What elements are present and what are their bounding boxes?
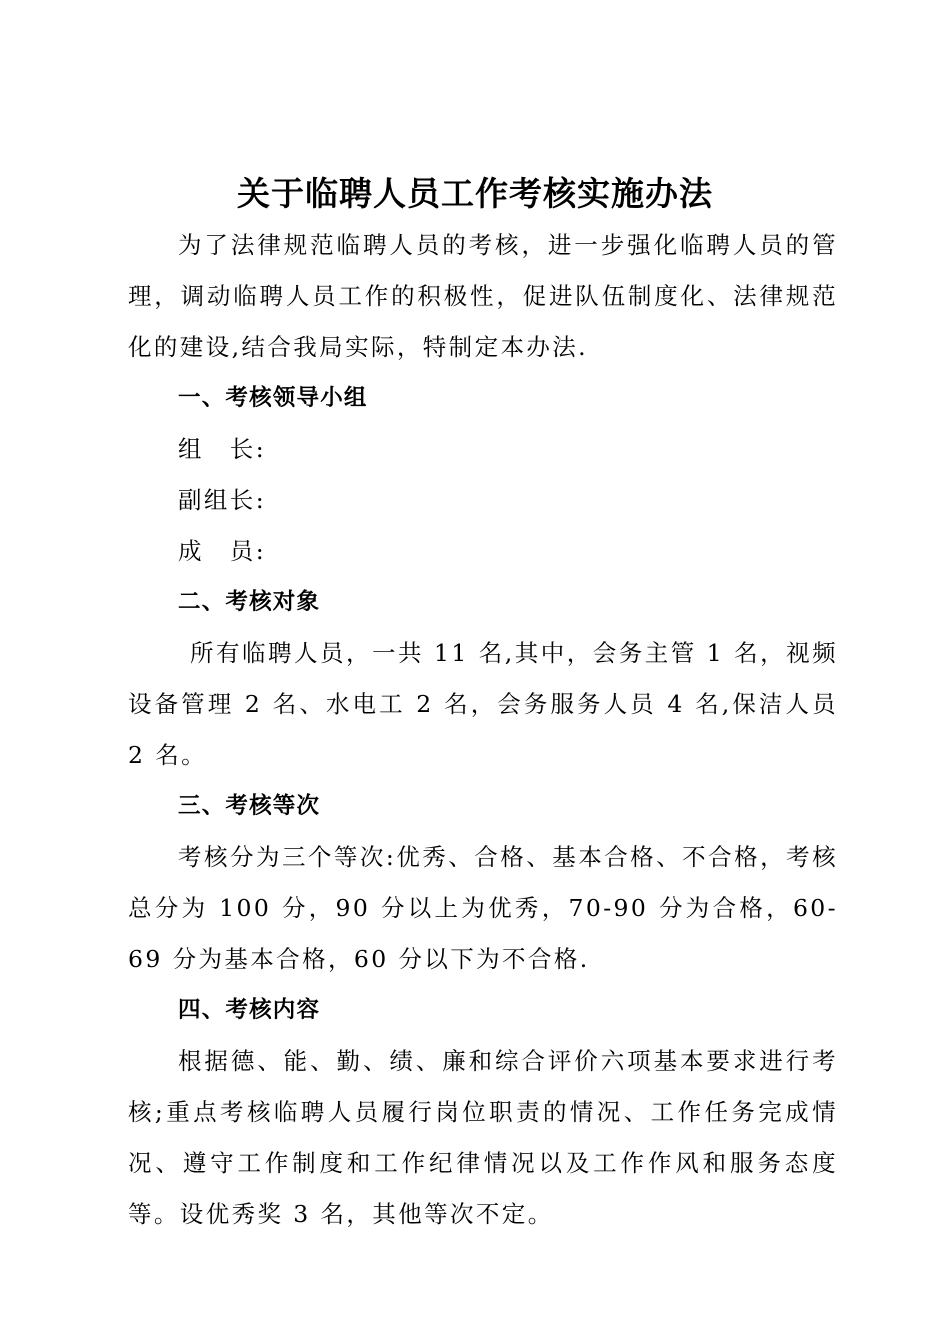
member-line-members: 成 员: — [178, 537, 267, 565]
section-heading-assessment-grades: 三、考核等次 — [178, 793, 321, 819]
assessment-content-paragraph: 根据德、能、勤、绩、廉和综合评价六项基本要求进行考核;重点考核临聘人员履行岗位职责的情况、工作任务完成情况、遵守工作制度和工作纪律情况以及工作作风和服务态度等。设优秀奖 3 名，其他等次不定。 — [128, 1047, 838, 1228]
assessment-targets-paragraph: 所有临聘人员，一共 11 名,其中，会务主管 1 名，视频设备管理 2 名、水电工 2 名，会务服务人员 4 名,保洁人员 2 名。 — [128, 639, 838, 769]
section-heading-assessment-targets: 二、考核对象 — [178, 589, 321, 615]
document-title: 关于临聘人员工作考核实施办法 — [237, 174, 713, 213]
section-heading-leadership-group: 一、考核领导小组 — [178, 385, 368, 411]
document-body — [128, 220, 838, 1240]
member-line-leader: 组 长: — [178, 435, 267, 463]
assessment-grades-paragraph: 考核分为三个等次:优秀、合格、基本合格、不合格，考核总分为 100 分，90 分以上为优秀，70-90 分为合格，60-69 分为基本合格，60 分以下为不合格. — [128, 843, 838, 973]
member-line-deputy-leader: 副组长: — [178, 486, 267, 514]
intro-paragraph: 为了法律规范临聘人员的考核，进一步强化临聘人员的管理，调动临聘人员工作的积极性，促进队伍制度化、法律规范化的建设,结合我局实际，特制定本办法. — [128, 231, 838, 361]
section-heading-assessment-content: 四、考核内容 — [178, 997, 321, 1023]
